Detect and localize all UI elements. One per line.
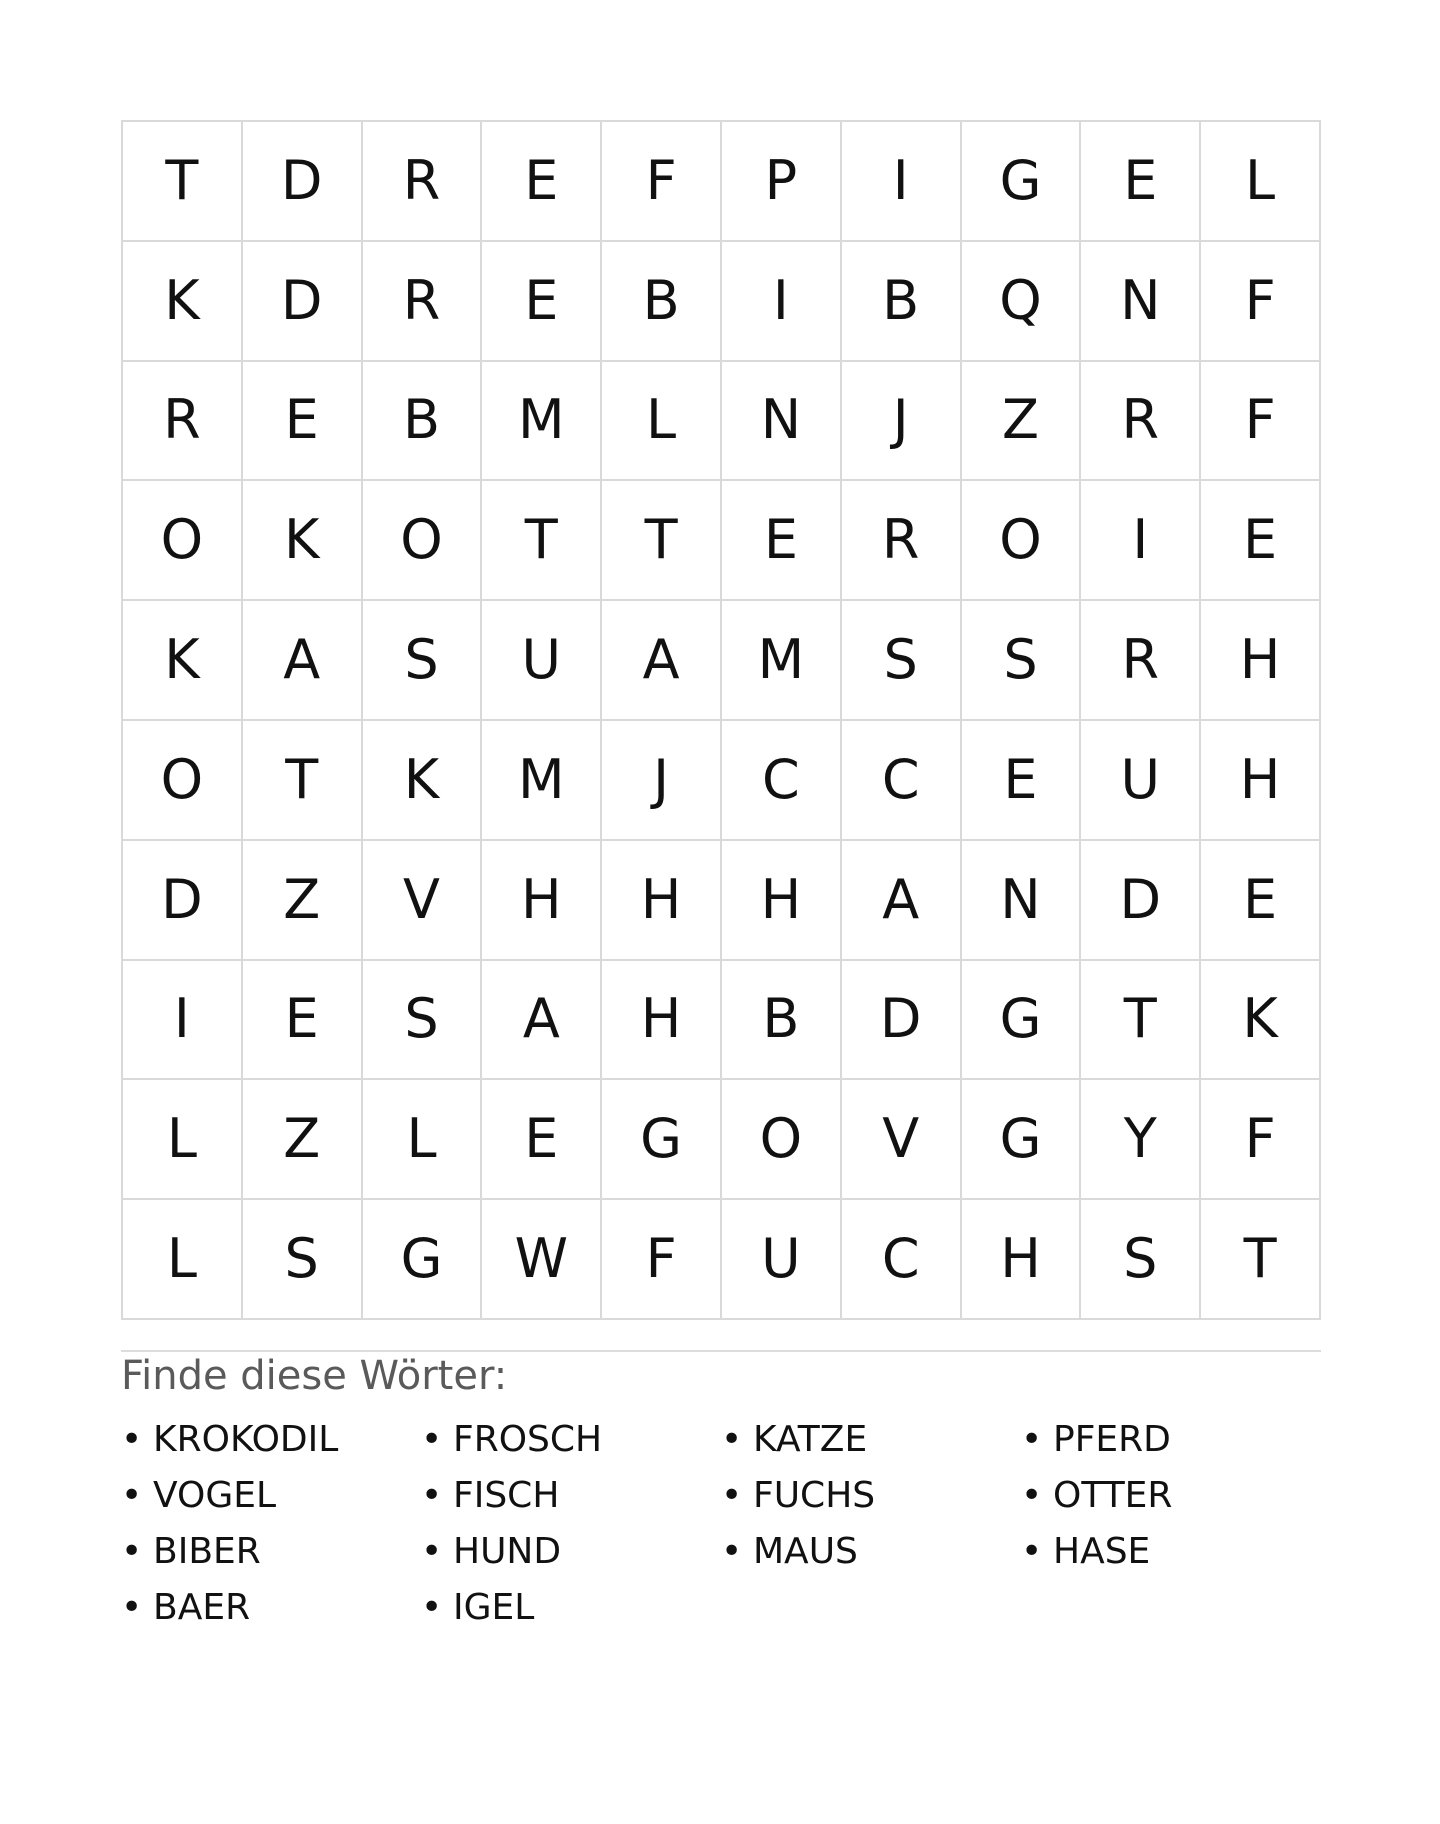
grid-cell[interactable]: C bbox=[842, 721, 962, 841]
word-label: BIBER bbox=[153, 1530, 261, 1572]
grid-cell[interactable]: L bbox=[123, 1080, 243, 1200]
grid-cell[interactable]: K bbox=[1201, 961, 1321, 1081]
grid-cell[interactable]: G bbox=[363, 1200, 483, 1320]
word-list-heading: Finde diese Wörter: bbox=[121, 1353, 508, 1399]
grid-cell[interactable]: R bbox=[842, 481, 962, 601]
bullet-icon: • bbox=[121, 1530, 143, 1572]
grid-cell[interactable]: O bbox=[722, 1080, 842, 1200]
grid-cell[interactable]: I bbox=[1081, 481, 1201, 601]
grid-cell[interactable]: G bbox=[962, 1080, 1082, 1200]
grid-cell[interactable]: O bbox=[363, 481, 483, 601]
grid-cell[interactable]: U bbox=[722, 1200, 842, 1320]
word-list-item bbox=[421, 1523, 721, 1579]
grid-cell[interactable]: J bbox=[842, 362, 962, 482]
word-label: FISCH bbox=[453, 1474, 560, 1516]
grid-cell[interactable]: S bbox=[243, 1200, 363, 1320]
grid-cell[interactable]: K bbox=[243, 481, 363, 601]
grid-cell[interactable]: K bbox=[363, 721, 483, 841]
grid-cell[interactable]: E bbox=[722, 481, 842, 601]
word-list-item bbox=[121, 1523, 421, 1579]
bullet-icon: • bbox=[721, 1474, 743, 1516]
grid-cell[interactable]: E bbox=[962, 721, 1082, 841]
grid-cell[interactable]: K bbox=[123, 242, 243, 362]
grid-cell[interactable]: D bbox=[1081, 841, 1201, 961]
grid-cell[interactable]: R bbox=[363, 242, 483, 362]
grid-cell[interactable]: G bbox=[602, 1080, 722, 1200]
grid-cell[interactable]: V bbox=[842, 1080, 962, 1200]
grid-cell[interactable]: M bbox=[722, 601, 842, 721]
grid-cell[interactable]: S bbox=[363, 601, 483, 721]
word-label: MAUS bbox=[753, 1530, 858, 1572]
grid-cell[interactable]: H bbox=[602, 961, 722, 1081]
word-label: HASE bbox=[1053, 1530, 1151, 1572]
grid-cell[interactable]: I bbox=[722, 242, 842, 362]
grid-cell[interactable]: J bbox=[602, 721, 722, 841]
grid-cell[interactable]: M bbox=[482, 721, 602, 841]
grid-cell[interactable]: W bbox=[482, 1200, 602, 1320]
bullet-icon: • bbox=[421, 1474, 443, 1516]
grid-cell[interactable]: E bbox=[482, 122, 602, 242]
grid-cell[interactable]: S bbox=[962, 601, 1082, 721]
grid-cell[interactable]: T bbox=[482, 481, 602, 601]
bullet-icon: • bbox=[721, 1418, 743, 1460]
divider bbox=[121, 1350, 1321, 1352]
word-label: VOGEL bbox=[153, 1474, 277, 1516]
grid-cell[interactable]: E bbox=[1201, 841, 1321, 961]
grid-cell[interactable]: N bbox=[722, 362, 842, 482]
grid-cell[interactable]: D bbox=[243, 242, 363, 362]
word-list-item bbox=[121, 1467, 421, 1523]
grid-cell[interactable]: H bbox=[962, 1200, 1082, 1320]
grid-cell[interactable]: Q bbox=[962, 242, 1082, 362]
grid-cell[interactable]: F bbox=[602, 1200, 722, 1320]
grid-cell[interactable]: O bbox=[123, 481, 243, 601]
grid-cell[interactable]: P bbox=[722, 122, 842, 242]
grid-cell[interactable]: G bbox=[962, 961, 1082, 1081]
grid-cell[interactable]: I bbox=[842, 122, 962, 242]
grid-cell[interactable]: H bbox=[1201, 601, 1321, 721]
word-label: KATZE bbox=[753, 1418, 868, 1460]
bullet-icon: • bbox=[121, 1474, 143, 1516]
grid-cell[interactable]: L bbox=[602, 362, 722, 482]
word-list-item bbox=[421, 1467, 721, 1523]
grid-cell[interactable]: H bbox=[602, 841, 722, 961]
grid-cell[interactable]: T bbox=[243, 721, 363, 841]
grid-cell[interactable]: O bbox=[123, 721, 243, 841]
bullet-icon: • bbox=[721, 1530, 743, 1572]
grid-cell[interactable]: Z bbox=[243, 841, 363, 961]
bullet-icon: • bbox=[1021, 1474, 1043, 1516]
word-list-item bbox=[121, 1579, 421, 1635]
bullet-icon: • bbox=[121, 1586, 143, 1628]
grid-cell[interactable]: T bbox=[1201, 1200, 1321, 1320]
word-list bbox=[121, 1411, 1321, 1635]
grid-cell[interactable]: A bbox=[243, 601, 363, 721]
grid-cell[interactable]: F bbox=[1201, 1080, 1321, 1200]
grid-cell[interactable]: E bbox=[243, 961, 363, 1081]
grid-cell[interactable]: B bbox=[602, 242, 722, 362]
word-list-item bbox=[1021, 1467, 1321, 1523]
bullet-icon: • bbox=[1021, 1530, 1043, 1572]
grid-cell[interactable]: B bbox=[363, 362, 483, 482]
word-list-item bbox=[1021, 1411, 1321, 1467]
grid-cell[interactable]: E bbox=[1201, 481, 1321, 601]
word-list-item bbox=[421, 1579, 721, 1635]
grid-cell[interactable]: C bbox=[722, 721, 842, 841]
grid-cell[interactable]: H bbox=[1201, 721, 1321, 841]
grid-cell[interactable]: N bbox=[962, 841, 1082, 961]
grid-cell[interactable]: Z bbox=[962, 362, 1082, 482]
grid-cell[interactable]: H bbox=[482, 841, 602, 961]
grid-cell[interactable]: G bbox=[962, 122, 1082, 242]
grid-cell[interactable]: D bbox=[842, 961, 962, 1081]
grid-cell[interactable]: S bbox=[1081, 1200, 1201, 1320]
grid-cell[interactable]: Y bbox=[1081, 1080, 1201, 1200]
grid-cell[interactable]: R bbox=[363, 122, 483, 242]
grid-cell[interactable]: E bbox=[482, 242, 602, 362]
word-label: PFERD bbox=[1053, 1418, 1171, 1460]
bullet-icon: • bbox=[421, 1586, 443, 1628]
grid-cell[interactable]: L bbox=[363, 1080, 483, 1200]
grid-cell[interactable]: L bbox=[123, 1200, 243, 1320]
grid-cell[interactable]: M bbox=[482, 362, 602, 482]
word-list-item bbox=[121, 1411, 421, 1467]
grid-cell[interactable]: E bbox=[1081, 122, 1201, 242]
word-list-item bbox=[721, 1411, 1021, 1467]
grid-cell[interactable]: N bbox=[1081, 242, 1201, 362]
grid-cell[interactable]: V bbox=[363, 841, 483, 961]
grid-cell[interactable]: Z bbox=[243, 1080, 363, 1200]
word-label: IGEL bbox=[453, 1586, 535, 1628]
grid-cell[interactable]: R bbox=[123, 362, 243, 482]
grid-cell[interactable]: U bbox=[482, 601, 602, 721]
grid-cell[interactable]: K bbox=[123, 601, 243, 721]
grid-cell[interactable]: L bbox=[1201, 122, 1321, 242]
grid-cell[interactable]: D bbox=[123, 841, 243, 961]
grid-cell[interactable]: B bbox=[842, 242, 962, 362]
grid-cell[interactable]: O bbox=[962, 481, 1082, 601]
grid-cell[interactable]: A bbox=[842, 841, 962, 961]
word-label: HUND bbox=[453, 1530, 562, 1572]
grid-cell[interactable]: S bbox=[842, 601, 962, 721]
grid-cell[interactable]: A bbox=[602, 601, 722, 721]
word-label: BAER bbox=[153, 1586, 251, 1628]
grid-cell[interactable]: C bbox=[842, 1200, 962, 1320]
bullet-icon: • bbox=[121, 1418, 143, 1460]
word-label: KROKODIL bbox=[153, 1418, 339, 1460]
grid-cell[interactable]: B bbox=[722, 961, 842, 1081]
bullet-icon: • bbox=[421, 1418, 443, 1460]
grid-cell[interactable]: F bbox=[602, 122, 722, 242]
grid-cell[interactable]: R bbox=[1081, 601, 1201, 721]
grid-cell[interactable]: R bbox=[1081, 362, 1201, 482]
grid-cell[interactable]: I bbox=[123, 961, 243, 1081]
grid-cell[interactable]: H bbox=[722, 841, 842, 961]
grid-cell[interactable]: F bbox=[1201, 362, 1321, 482]
grid-cell[interactable]: S bbox=[363, 961, 483, 1081]
grid-cell[interactable]: E bbox=[243, 362, 363, 482]
grid-cell[interactable]: A bbox=[482, 961, 602, 1081]
word-list-item bbox=[721, 1467, 1021, 1523]
word-label: FROSCH bbox=[453, 1418, 603, 1460]
word-label: OTTER bbox=[1053, 1474, 1173, 1516]
grid-cell[interactable]: F bbox=[1201, 242, 1321, 362]
grid-cell[interactable]: E bbox=[482, 1080, 602, 1200]
grid-cell[interactable]: U bbox=[1081, 721, 1201, 841]
bullet-icon: • bbox=[421, 1530, 443, 1572]
word-label: FUCHS bbox=[753, 1474, 876, 1516]
word-list-item bbox=[721, 1523, 1021, 1579]
word-list-item bbox=[421, 1411, 721, 1467]
letter-grid bbox=[121, 120, 1321, 1320]
word-list-item bbox=[1021, 1523, 1321, 1579]
grid-cell[interactable]: D bbox=[243, 122, 363, 242]
grid-cell[interactable]: T bbox=[1081, 961, 1201, 1081]
bullet-icon: • bbox=[1021, 1418, 1043, 1460]
grid-cell[interactable]: T bbox=[602, 481, 722, 601]
grid-cell[interactable]: T bbox=[123, 122, 243, 242]
